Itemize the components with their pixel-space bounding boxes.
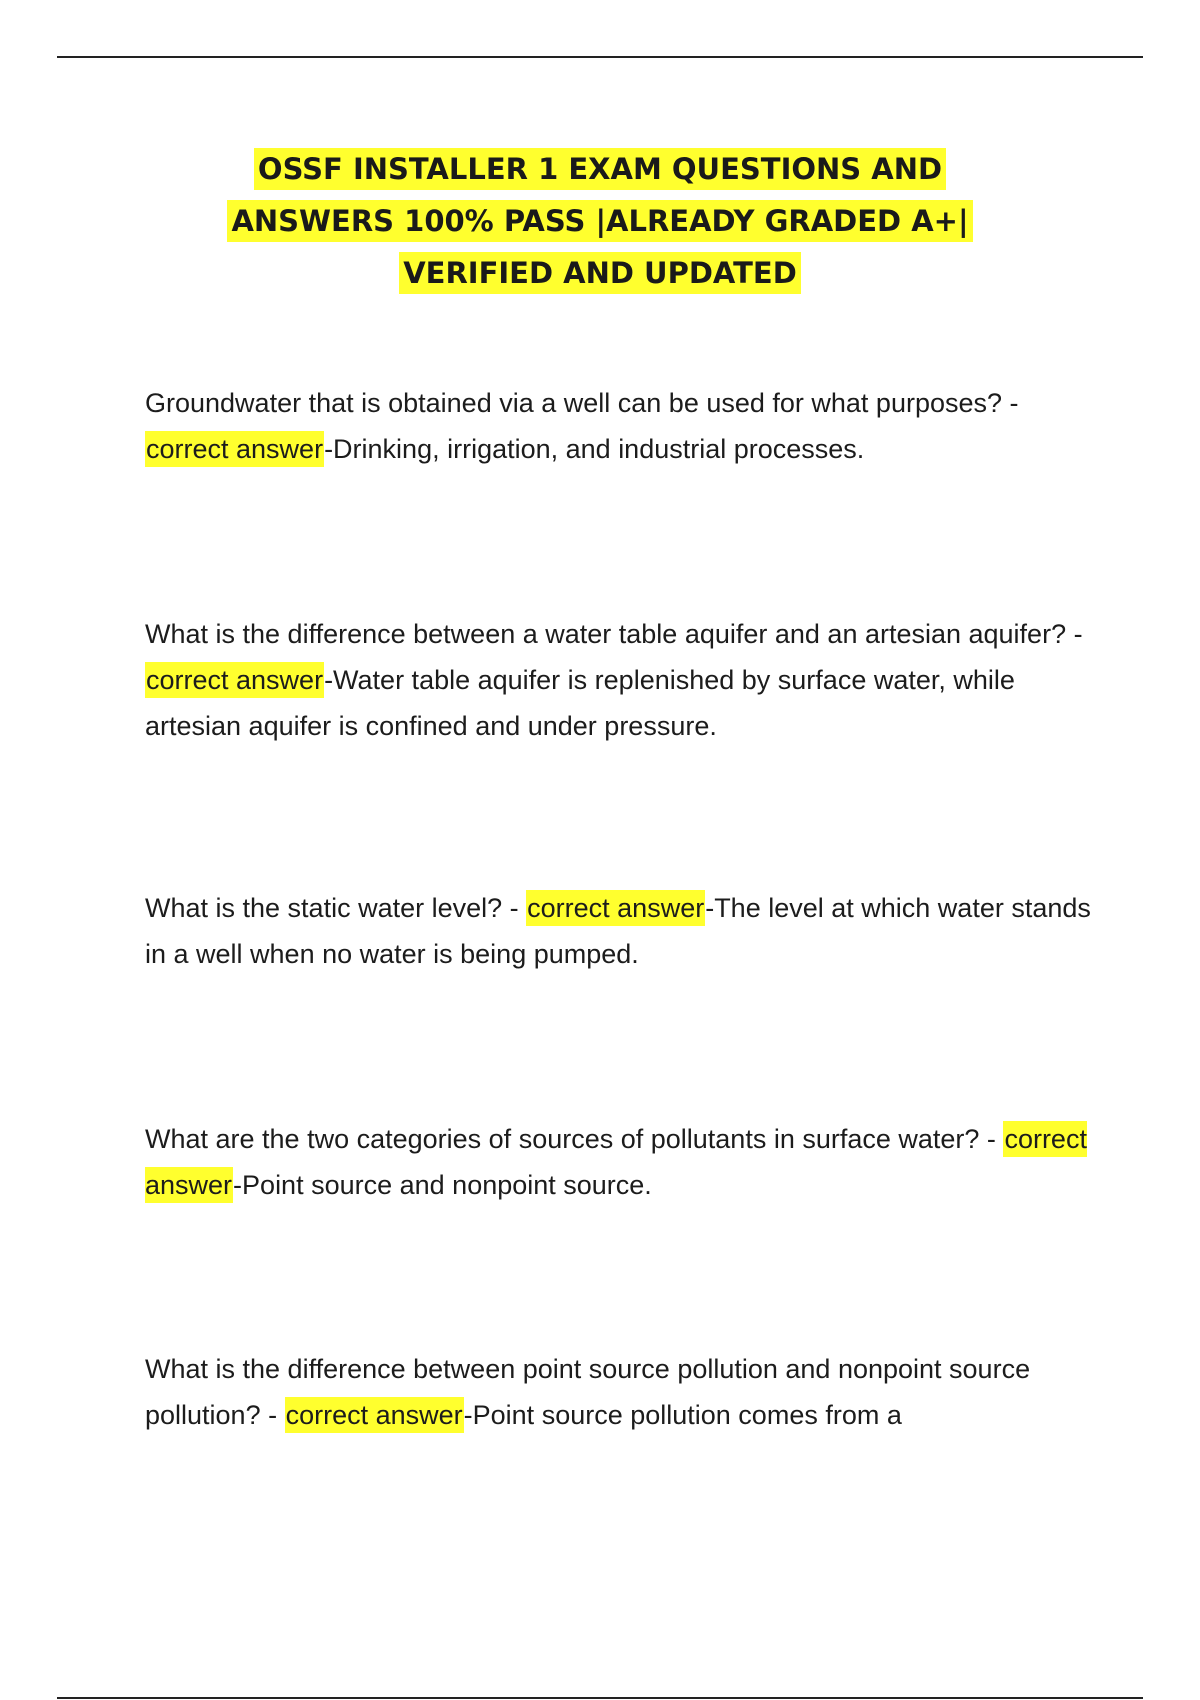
question-text: What are the two categories of sources of pollutants in surface water? - [145,1124,1004,1154]
question-text: What is the static water level? - [145,893,527,923]
top-divider [57,56,1143,58]
answer-text: -Point source pollution comes from a [463,1400,902,1430]
answer-text: -Water table aquifer is replenished by surface water, while artesian aquifer is confined and under pressure. [145,665,1015,741]
question-text: What is the difference between a water table aquifer and an artesian aquifer? - [145,619,1083,649]
correct-answer-marker: correct answer [145,662,324,698]
qa-item [145,885,1095,977]
title-line: OSSF INSTALLER 1 EXAM QUESTIONS AND [150,143,1050,195]
answer-text: -The level at which water stands in a well when no water is being pumped. [145,893,1091,969]
title-line: VERIFIED AND UPDATED [150,247,1050,299]
correct-answer-marker: correct answer [285,1397,464,1433]
qa-item [145,1116,1095,1208]
qa-item [145,380,1095,472]
question-text: What is the difference between point source pollution and nonpoint source pollution? - [145,1354,1031,1430]
title-line: ANSWERS 100% PASS |ALREADY GRADED A+| [150,195,1050,247]
question-text: Groundwater that is obtained via a well can be used for what purposes? - [145,388,1019,418]
qa-item [145,611,1095,749]
correct-answer-marker: correct answer [145,1121,1087,1203]
answer-text: -Drinking, irrigation, and industrial processes. [324,434,865,464]
correct-answer-marker: correct answer [526,890,705,926]
answer-text: -Point source and nonpoint source. [233,1170,652,1200]
document-title [150,143,1050,299]
qa-item [145,1346,1095,1438]
bottom-divider [57,1697,1143,1699]
correct-answer-marker: correct answer [145,431,324,467]
